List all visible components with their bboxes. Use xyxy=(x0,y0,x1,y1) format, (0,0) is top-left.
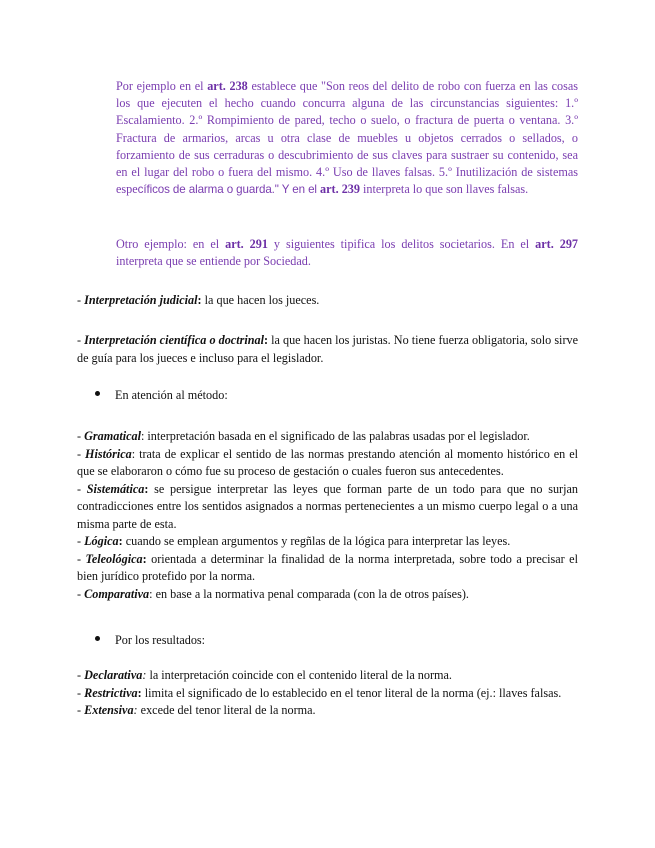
article-reference: art. 291 xyxy=(225,237,268,251)
definition-judicial: - Interpretación judicial: la que hacen los jueces. xyxy=(77,293,320,307)
definition-text: limita el significado de lo establecido en el tenor literal de la norma (ej.: llaves falsas. xyxy=(144,685,562,700)
article-reference: art. 239 xyxy=(320,182,360,197)
bullet-resultados xyxy=(95,633,205,648)
definition-term: Sistemática xyxy=(86,481,145,496)
definition-text: trata de explicar el sentido de las normas prestando atención al momento histórico en el que se elaboraron o cómo fue su proceso de gestación o cuales fueron sus antecedentes. xyxy=(77,446,578,478)
example-quote-art-291 xyxy=(116,236,578,270)
definition-term: Extensiva xyxy=(84,703,134,717)
list-metodo xyxy=(77,428,578,603)
definition-term: Lógica xyxy=(84,534,119,548)
quote-text: interpreta que se entiende por Sociedad. xyxy=(116,254,311,269)
list-item: - Teleológica: orientada a determinar la finalidad de la norma interpretada, sobre todo a precisar el bien jurídico protefido por la norma. xyxy=(77,551,578,583)
definition-text: la que hacen los jueces. xyxy=(204,293,320,307)
quote-text: Otro ejemplo: en el xyxy=(116,237,226,251)
definition-text: interpretación basada en el significado de las palabras usadas por el legislador. xyxy=(147,429,530,443)
list-item: - Histórica: trata de explicar el sentido de las normas prestando atención al momento histórico en el que se elaboraron o cómo fue su proceso de gestación o cuales fueron sus antecedentes. xyxy=(77,446,578,478)
definition-text: la interpretación coincide con el contenido literal de la norma. xyxy=(149,668,452,682)
quote-text: establece que "Son reos del delito de robo con fuerza en las cosas los que ejecuten el hecho cuando concurra alguna de las circunstancias siguientes: 1.º Escalamiento. 2.º Rompimiento de pared, techo o suelo, o fractura de puerta o ventana. 3.º Fractura de armarios, arcas u otra clase de muebles u objetos cerrados o sellados, o forzamiento de sus cerraduras o descubrimiento de sus claves para sustraer su contenido, sea en el lugar del robo o fuera del mismo. 4.º Uso de llaves falsas. 5.º Inutilización de sistemas espe xyxy=(116,79,578,197)
definition-text: cuando se emplean argumentos y regñlas de la lógica para interpretar las leyes. xyxy=(125,534,511,548)
definition-doctrinal: - Interpretación científica o doctrinal: la que hacen los juristas. No tiene fuerza obligatoria, solo sirve de guía para los jueces e incluso para el legislador. xyxy=(77,333,579,365)
definition-text: se persigue interpretar las leyes que forman parte de un todo para que no surjan contradicciones entre los sentidos asignados a normas pertenecientes a un mismo cuerpo legal o a una misma parte de esta. xyxy=(77,481,578,531)
bullet-metodo xyxy=(95,388,228,403)
list-item: - Lógica: cuando se emplean argumentos y regñlas de la lógica para interpretar las leyes. xyxy=(77,534,511,548)
example-quote-art-238 xyxy=(116,78,578,198)
definition-text: la que hacen los juristas. No tiene fuerza obligatoria, solo sirve de guía para los jueces e incluso para el legislador. xyxy=(77,333,579,365)
article-reference: art. 297 xyxy=(535,237,579,251)
definition-text: orientada a determinar la finalidad de la norma interpretada, sobre todo a precisar el bien jurídico protefido por la norma. xyxy=(77,551,578,583)
quote-text: interpreta lo que son llaves falsas. xyxy=(359,182,529,197)
bullet-label: En atención al método: xyxy=(115,388,228,402)
list-item: - Extensiva: excede del tenor literal de la norma. xyxy=(77,703,316,717)
list-item: - Comparativa: en base a la normativa penal comparada (con la de otros países). xyxy=(77,586,469,601)
bullet-label: Por los resultados: xyxy=(115,633,206,647)
definition-text: excede del tenor literal de la norma. xyxy=(140,703,316,717)
definition-term: Restrictiva xyxy=(84,685,138,700)
bullet-icon xyxy=(95,391,100,396)
definition-text: en base a la normativa penal comparada (con la de otros países). xyxy=(155,586,469,601)
list-item: - Declarativa: la interpretación coincide con el contenido literal de la norma. xyxy=(77,668,452,682)
quote-text: y siguientes tipifica los delitos societarios. En el xyxy=(267,237,536,251)
definition-term: Comparativa xyxy=(84,586,150,601)
list-resultados xyxy=(77,667,578,720)
list-item: - Gramatical: interpretación basada en el significado de las palabras usadas por el legislador. xyxy=(77,429,530,443)
definition-term: Histórica xyxy=(85,446,132,461)
definition-term: Gramatical xyxy=(84,429,141,443)
quote-text-tail: cíficos de alarma o guarda." Y en el xyxy=(137,183,321,197)
definition-term: Declarativa xyxy=(84,668,143,682)
list-item: - Restrictiva: limita el significado de lo establecido en el tenor literal de la norma (ej.: llaves falsas. xyxy=(77,685,562,700)
article-reference: art. 238 xyxy=(207,79,248,93)
quote-text: Por ejemplo en el xyxy=(116,79,208,93)
list-item: - Sistemática: se persigue interpretar las leyes que forman parte de un todo para que no surjan contradicciones entre los sentidos asignados a normas pertenecientes a un mismo cuerpo legal o a una misma parte de esta. xyxy=(77,481,578,531)
bullet-icon xyxy=(95,636,100,641)
definition-term: Interpretación científica o doctrinal xyxy=(84,333,264,347)
definition-term: Teleológica xyxy=(85,551,143,566)
definition-term: Interpretación judicial xyxy=(84,293,198,307)
